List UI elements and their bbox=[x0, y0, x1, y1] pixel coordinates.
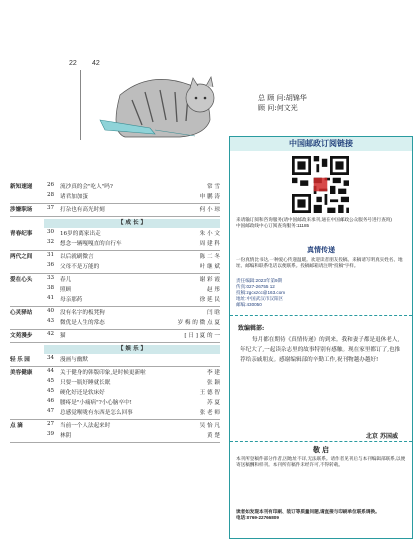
toc-entry[interactable] bbox=[10, 275, 220, 285]
toc-author: 周 建 科 bbox=[199, 241, 220, 247]
contact-item: 传真:027-26755 12 bbox=[236, 284, 275, 289]
toc-author: [ 日 ] 夏 的 一 bbox=[184, 333, 220, 339]
advisor-chief: 总 顾 问:胡锦华 bbox=[258, 94, 307, 102]
toc-title: 诸君加加蛋 bbox=[60, 194, 88, 200]
toc-title: 没有名字的板凳狗 bbox=[60, 310, 105, 316]
toc-divider bbox=[10, 216, 220, 217]
toc-author: 吴 怡 凡 bbox=[199, 423, 220, 429]
toc-entry[interactable] bbox=[10, 331, 220, 341]
toc-title: 漫画与幽默 bbox=[60, 357, 88, 363]
toc-entry[interactable] bbox=[10, 408, 220, 418]
toc-divider bbox=[10, 329, 220, 330]
toc-author: 李 建 bbox=[207, 370, 220, 376]
toc-author: 赵 彤 bbox=[207, 287, 220, 293]
toc-category: 心灵驿站 bbox=[10, 310, 33, 316]
section-title: 真情传递 bbox=[307, 247, 335, 254]
notice-quality: 读者如发现本刊有印刷、装订等质量问题,请直接与印刷单位联系调换。 电话:0769-22766809 bbox=[236, 509, 380, 520]
toc-title: 流沙真的会"吃人"吗? bbox=[60, 184, 113, 190]
toc-category: 新知速递 bbox=[10, 184, 33, 190]
toc-divider bbox=[10, 366, 220, 367]
toc-title: 当前一个人法起来时 bbox=[60, 423, 111, 429]
advisor: 顾 问:何文光 bbox=[258, 104, 298, 112]
toc-author: 陈 二 冬 bbox=[199, 254, 220, 260]
section-band: 【 成 长 】 bbox=[44, 219, 220, 228]
toc-category: 涉嫌职场 bbox=[10, 207, 33, 213]
toc-entry[interactable] bbox=[10, 229, 220, 239]
toc-title: 16岁的离家出走 bbox=[60, 231, 101, 237]
toc-category: 文苑漫步 bbox=[10, 333, 33, 339]
toc-author: 苏 夏 bbox=[207, 400, 220, 406]
toc-entry[interactable] bbox=[10, 431, 220, 441]
toc-page-number: 38 bbox=[47, 285, 55, 291]
toc-author: 叶 继 斌 bbox=[199, 264, 220, 270]
toc-entry[interactable] bbox=[10, 182, 220, 192]
contact-item: 责任编辑:2023年第9期 bbox=[236, 278, 283, 283]
toc-author: 张 老 师 bbox=[199, 410, 220, 416]
toc-entry[interactable] bbox=[10, 285, 220, 295]
cat-illustration bbox=[60, 60, 230, 142]
toc-title: 关于健身的韩版印象,是时候更新啦 bbox=[60, 370, 146, 376]
page-number-left: 22 bbox=[69, 60, 77, 67]
section-text: 一份真情比书达,一种爱心传递温暖。欢迎读者朋友投稿。来稿请写明真实姓名、地址、邮编和联系电话以便联系。投稿邮箱请注明“投稿”字样。 bbox=[236, 257, 403, 268]
toc-author: 徐 延 民 bbox=[199, 297, 220, 303]
toc-page-number: 44 bbox=[47, 368, 55, 374]
toc-entry[interactable] bbox=[10, 262, 220, 272]
toc-author: 闫 晗 bbox=[207, 310, 220, 316]
toc-page-number: 33 bbox=[47, 275, 55, 281]
toc-title: 猫 bbox=[60, 333, 66, 339]
letter-title: 致编辑部: bbox=[238, 325, 265, 332]
notice-text: 本刊所登稿件部分作者,因地址不详,无法联系。请作者见刊后与本刊编辑部联系,以便寄送稿酬和样刊。本刊所有稿件未经许可,不得转载。 bbox=[236, 456, 406, 467]
toc-divider bbox=[10, 273, 220, 274]
toc-title: 父母不是万能的 bbox=[60, 264, 100, 270]
toc-author: 何 小 琼 bbox=[199, 207, 220, 213]
toc-entry[interactable] bbox=[10, 355, 220, 365]
toc-page-number: 41 bbox=[47, 295, 55, 301]
divider bbox=[230, 315, 412, 316]
section-band: 【 娱 乐 】 bbox=[44, 345, 220, 354]
toc-entry[interactable] bbox=[10, 252, 220, 262]
toc-author: 常 雪 bbox=[207, 184, 220, 190]
toc-divider bbox=[10, 419, 220, 420]
toc-entry[interactable] bbox=[10, 192, 220, 202]
toc-author: 王 德 智 bbox=[199, 390, 220, 396]
sidebar-title: 中国邮政订阅链接 bbox=[230, 137, 412, 151]
toc-page-number: 36 bbox=[47, 262, 55, 268]
toc-title: 想念一辆嘎嘎直的自行车 bbox=[60, 241, 122, 247]
toc-title: 母亲那药 bbox=[60, 297, 83, 303]
toc-author: 朱 小 文 bbox=[199, 231, 220, 237]
toc-page-number: 31 bbox=[47, 252, 55, 258]
divider bbox=[230, 441, 412, 442]
contact-item: 邮编:430050 bbox=[236, 302, 262, 307]
toc-title: 微优是人生的常态 bbox=[60, 320, 105, 326]
toc-category: 点 滴 bbox=[10, 423, 23, 429]
toc-page-number: 40 bbox=[47, 308, 55, 314]
toc-entry[interactable] bbox=[10, 368, 220, 378]
toc-divider bbox=[10, 306, 220, 307]
toc-author: 张 颖 bbox=[207, 380, 220, 386]
toc-page-number: 28 bbox=[47, 192, 55, 198]
toc-entry[interactable] bbox=[10, 318, 220, 328]
toc-entry[interactable] bbox=[10, 205, 220, 215]
toc-title: 只要一瓶好睡就长眠 bbox=[60, 380, 111, 386]
toc-page-number: 47 bbox=[47, 408, 55, 414]
contact-item[interactable]: 投稿:zgcxzcc@163.com bbox=[236, 290, 286, 295]
toc-entry[interactable] bbox=[10, 308, 220, 318]
toc-page-number: 32 bbox=[47, 239, 55, 245]
toc-divider bbox=[10, 342, 220, 343]
sidebar-panel bbox=[229, 136, 413, 539]
toc-entry[interactable] bbox=[10, 295, 220, 305]
toc-author: 岁 梅 的 微 点 夏 bbox=[177, 320, 220, 326]
toc-entry[interactable] bbox=[10, 388, 220, 398]
toc-page-number: 43 bbox=[47, 318, 55, 324]
toc-entry[interactable] bbox=[10, 421, 220, 431]
toc-title: 腰疼是"小痛病"?小心脑卒中! bbox=[60, 400, 132, 406]
toc-author: 黄 楚 bbox=[207, 433, 220, 439]
toc-title: 打杂也有高光时刻 bbox=[60, 207, 105, 213]
toc-divider bbox=[10, 203, 220, 204]
toc-entry[interactable] bbox=[10, 239, 220, 249]
toc-title: 春儿 bbox=[60, 277, 72, 283]
toc-category: 青春纪事 bbox=[10, 231, 33, 237]
toc-author: 申 鹏 涛 bbox=[199, 194, 220, 200]
toc-category: 两代之间 bbox=[10, 254, 33, 260]
toc-author: 谢 彩 霞 bbox=[199, 277, 220, 283]
contact-list bbox=[236, 278, 408, 308]
toc-title: 总感觉喉咙有东西是怎么回事 bbox=[60, 410, 133, 416]
toc-title: 以后就刷微言 bbox=[60, 254, 94, 260]
toc-page-number: 26 bbox=[47, 182, 55, 188]
contact-item: 地址:中国武汉市汉阳区 bbox=[236, 296, 284, 301]
toc-page-number: 39 bbox=[47, 431, 55, 437]
toc-page-number: 30 bbox=[47, 229, 55, 235]
toc-category: 轻 乐 园 bbox=[10, 357, 30, 363]
toc-page-number: 27 bbox=[47, 421, 55, 427]
toc-title: 照顾 bbox=[60, 287, 72, 293]
toc-page-number: 34 bbox=[47, 355, 55, 361]
toc-page-number: 45 bbox=[47, 388, 55, 394]
page-number-right: 42 bbox=[92, 60, 100, 67]
toc-entry[interactable] bbox=[10, 378, 220, 388]
letter-signature: 北京 苏国威 bbox=[365, 433, 398, 440]
notice-title: 敬 启 bbox=[313, 447, 329, 454]
letter-body: 每月都在期待《真情传递》的到来。我和妻子都是退休老人,年纪大了,一起读杂志里的故事特别有感触。现在家里都订了,也推荐给亲戚朋友。感谢编辑部的辛勤工作,祝刊物越办越好! bbox=[240, 337, 401, 363]
toc-page-number: 37 bbox=[47, 205, 55, 211]
toc-title: 硬化好还是软床好 bbox=[60, 390, 105, 396]
toc-page-number: 45 bbox=[47, 378, 55, 384]
qr-code-icon[interactable] bbox=[292, 156, 349, 213]
toc-divider bbox=[10, 250, 220, 251]
toc-title: 林阴 bbox=[60, 433, 72, 439]
toc-entry[interactable] bbox=[10, 398, 220, 408]
toc-category: 爱在心头 bbox=[10, 277, 33, 283]
toc-page-number: 42 bbox=[47, 331, 55, 337]
toc-page-number: 46 bbox=[47, 398, 55, 404]
toc-divider bbox=[10, 442, 220, 443]
qr-caption: 来请输订阅和咨询服务(请中国邮政来承刊,通在中国邮政公众服务号进行查询) 中国邮政线中心订阅查询服务:11185 bbox=[236, 217, 392, 228]
toc-category: 美容健康 bbox=[10, 370, 33, 376]
